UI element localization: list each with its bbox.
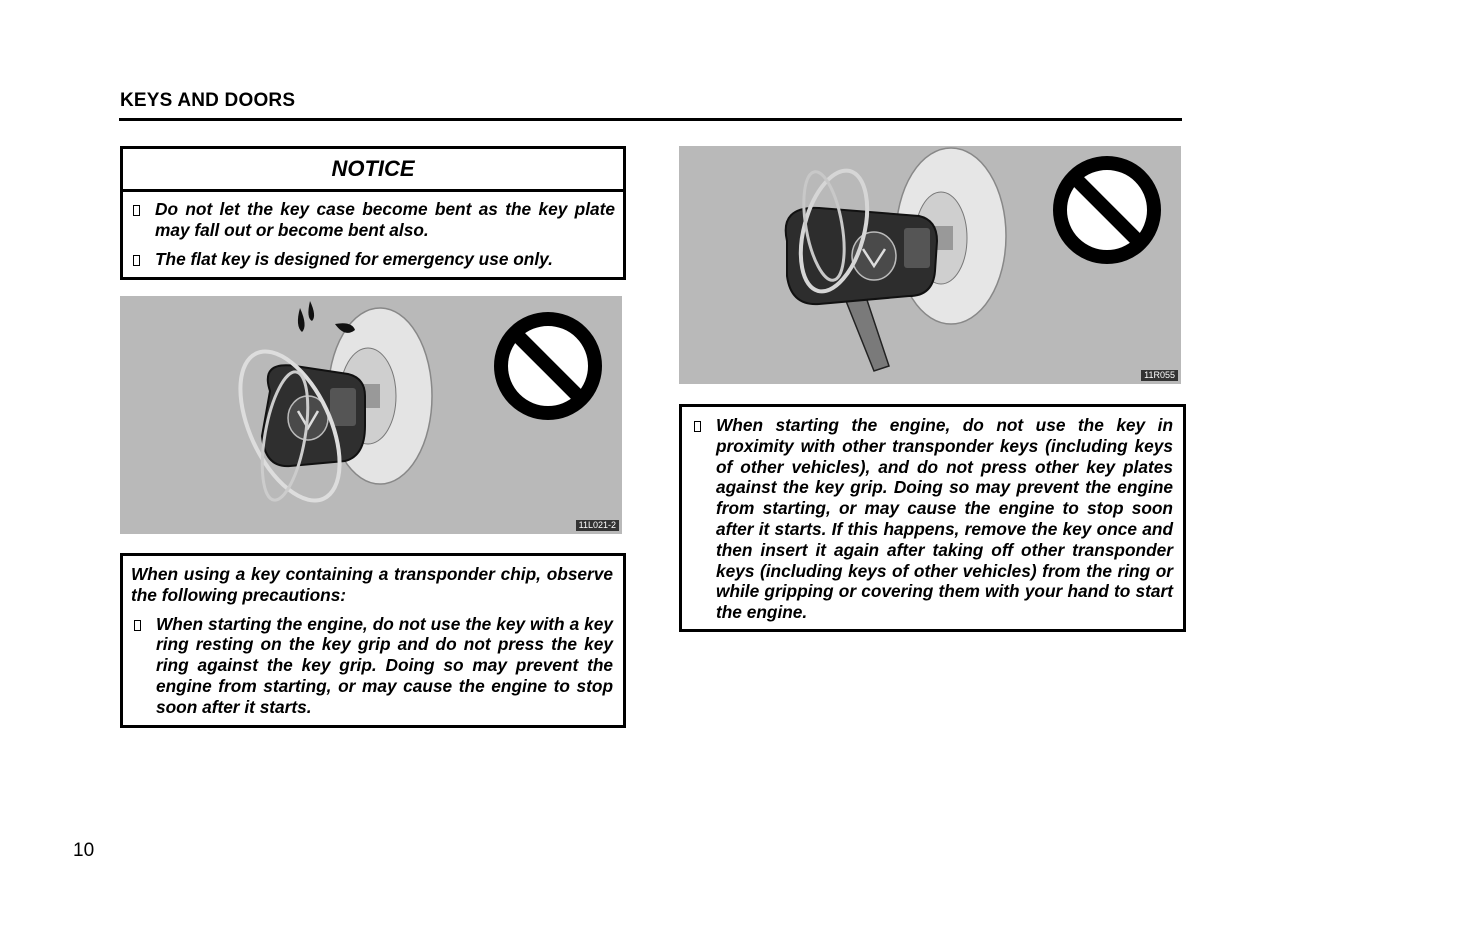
notice-title: NOTICE bbox=[123, 149, 623, 192]
caution-intro: When using a key containing a transponder chip, observe the following precautions: bbox=[131, 564, 613, 605]
caution-item: When starting the engine, do not use the key in proximity with other transponder keys (including keys of other vehicles), and do not press other key plates against the key grip. Doing so may prevent the engine from starting, or may cause the engine to stop soon after it starts. If this happens, remove the key once and then insert it again after taking off other transponder keys (including keys of other vehicles) from the ring or while gripping or covering them with your hand to start the engine. bbox=[686, 415, 1173, 623]
other-keys-caution-box bbox=[679, 404, 1186, 632]
notice-item: Do not let the key case become bent as the key plate may fall out or become bent also. bbox=[125, 199, 615, 241]
prohibition-icon bbox=[1060, 163, 1154, 257]
caution-item: When starting the engine, do not use the key with a key ring resting on the key grip and do not press the key ring against the key grip. Doing so may prevent the engine from starting, or may cause the engine to stop soon after it starts. bbox=[131, 614, 613, 718]
key-ring-illustration bbox=[120, 296, 622, 534]
notice-item: The flat key is designed for emergency use only. bbox=[125, 249, 615, 270]
bullet-icon bbox=[133, 255, 140, 266]
bullet-icon bbox=[133, 205, 140, 216]
bullet-icon bbox=[134, 620, 141, 631]
multiple-keys-illustration bbox=[679, 146, 1181, 384]
prohibition-icon bbox=[501, 319, 595, 413]
figure-code: 11L021-2 bbox=[576, 520, 619, 531]
header-rule bbox=[119, 118, 1182, 121]
figure-code: 11R055 bbox=[1141, 370, 1178, 381]
page-number: 10 bbox=[73, 840, 95, 861]
bullet-icon bbox=[694, 421, 701, 432]
notice-box bbox=[120, 146, 626, 280]
transponder-caution-box bbox=[120, 553, 626, 728]
section-title: KEYS AND DOORS bbox=[120, 90, 296, 111]
